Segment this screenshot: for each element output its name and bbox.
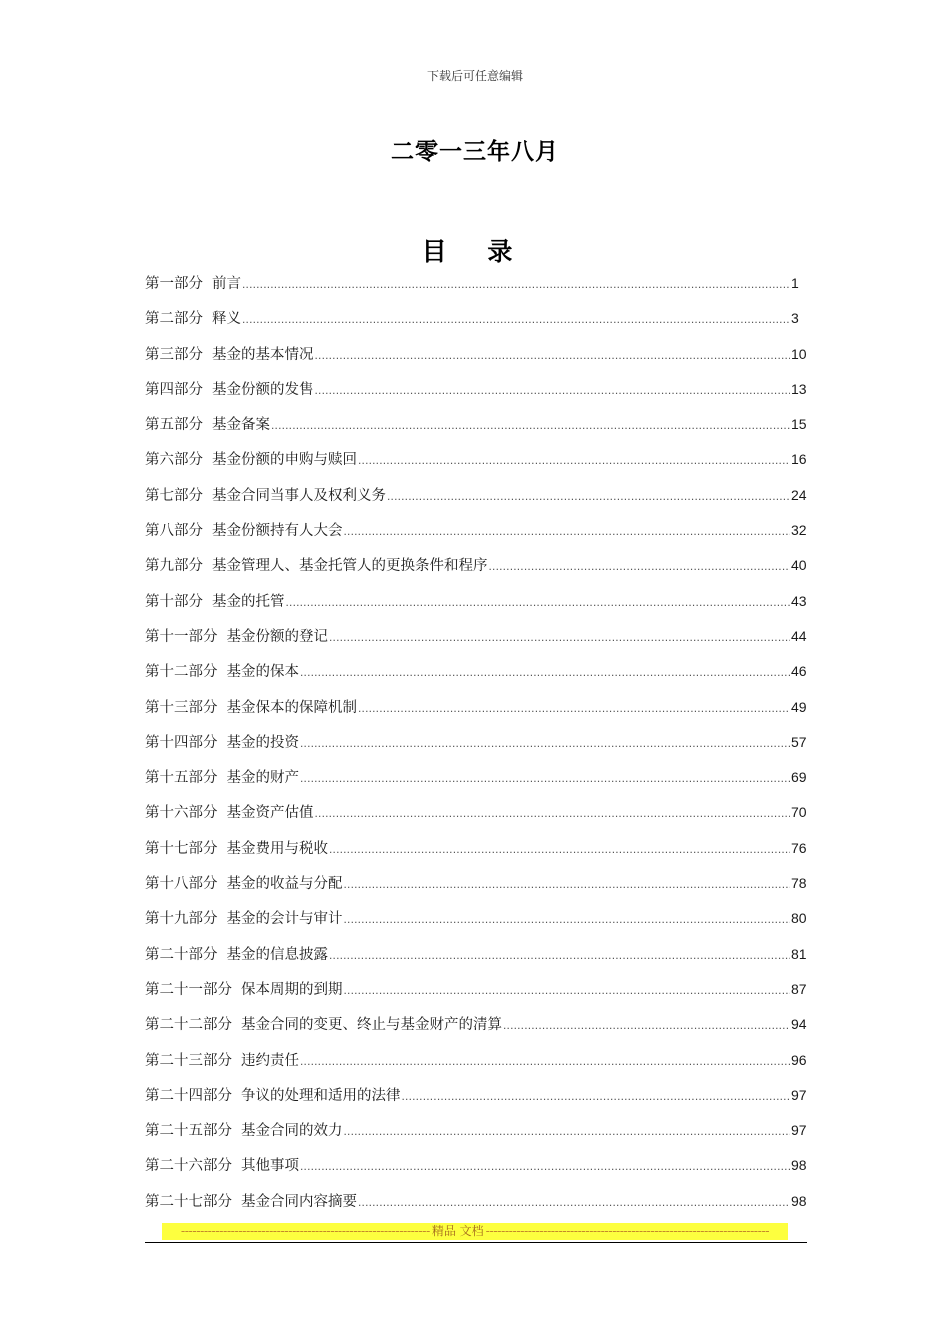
toc-entry-part: 第一部分 bbox=[145, 276, 203, 292]
toc-entry-part: 第二十三部分 bbox=[145, 1052, 232, 1069]
toc-entry[interactable] bbox=[145, 478, 807, 513]
toc-entry-page-number: 32 bbox=[791, 522, 807, 539]
footer-label: 精品 文档 bbox=[431, 1224, 484, 1238]
toc-entry-title: 基金的信息披露 bbox=[226, 946, 328, 963]
toc-dot-leader bbox=[344, 1114, 791, 1149]
toc-entry[interactable] bbox=[145, 513, 807, 548]
toc-entry-page-number: 24 bbox=[791, 486, 807, 503]
toc-entry-part: 第十九部分 bbox=[145, 911, 218, 928]
toc-dot-leader bbox=[271, 408, 790, 443]
toc-entry-title: 前言 bbox=[212, 276, 241, 292]
toc-dot-leader bbox=[344, 867, 791, 902]
toc-entry-part: 第十七部分 bbox=[145, 840, 218, 857]
toc-entry-title: 基金备案 bbox=[212, 417, 270, 434]
toc-entry-title: 其他事项 bbox=[241, 1158, 299, 1175]
table-of-contents bbox=[145, 266, 807, 1219]
toc-entry[interactable] bbox=[145, 654, 807, 689]
toc-entry-page-number: 3 bbox=[791, 310, 799, 327]
toc-entry[interactable] bbox=[145, 1148, 807, 1183]
toc-entry-page-number: 44 bbox=[791, 627, 807, 644]
toc-entry-page-number: 80 bbox=[791, 910, 807, 927]
toc-entry-part: 第二十六部分 bbox=[145, 1158, 232, 1175]
toc-entry[interactable] bbox=[145, 1113, 807, 1148]
toc-entry[interactable] bbox=[145, 901, 807, 936]
toc-entry-part: 第十部分 bbox=[145, 593, 203, 610]
toc-entry-part: 第十一部分 bbox=[145, 628, 218, 645]
toc-dot-leader bbox=[300, 726, 790, 761]
toc-entry-title: 基金份额的发售 bbox=[212, 381, 314, 398]
toc-entry-page-number: 40 bbox=[791, 557, 807, 574]
toc-entry[interactable] bbox=[145, 972, 807, 1007]
toc-entry-title: 基金资产估值 bbox=[226, 805, 314, 822]
toc-entry-title: 基金合同的变更、终止与基金财产的清算 bbox=[241, 1017, 502, 1034]
toc-entry-title: 基金的保本 bbox=[226, 664, 299, 681]
toc-entry-part: 第九部分 bbox=[145, 558, 203, 575]
toc-dot-leader bbox=[300, 1149, 790, 1184]
toc-dot-leader bbox=[358, 1185, 790, 1220]
toc-entry[interactable] bbox=[145, 795, 807, 830]
toc-dot-leader bbox=[358, 691, 790, 726]
toc-entry-part: 第四部分 bbox=[145, 381, 203, 398]
toc-entry-page-number: 87 bbox=[791, 980, 807, 997]
toc-entry-page-number: 43 bbox=[791, 592, 807, 609]
toc-entry-part: 第五部分 bbox=[145, 417, 203, 434]
header-note: 下载后可任意编辑 bbox=[426, 69, 523, 83]
toc-entry[interactable] bbox=[145, 725, 807, 760]
toc-entry-part: 第十八部分 bbox=[145, 876, 218, 893]
toc-dot-leader bbox=[300, 761, 790, 796]
toc-entry-page-number: 49 bbox=[791, 698, 807, 715]
toc-entry-title: 基金份额的申购与赎回 bbox=[212, 452, 357, 469]
toc-entry-part: 第二十五部分 bbox=[145, 1123, 232, 1140]
toc-entry[interactable] bbox=[145, 584, 807, 619]
toc-dot-leader bbox=[286, 585, 791, 620]
toc-entry[interactable] bbox=[145, 1078, 807, 1113]
toc-entry-part: 第二部分 bbox=[145, 311, 203, 328]
toc-entry-title: 基金保本的保障机制 bbox=[226, 699, 357, 716]
toc-entry-page-number: 46 bbox=[791, 663, 807, 680]
toc-dot-leader bbox=[489, 549, 791, 584]
toc-entry-title: 基金的会计与审计 bbox=[226, 911, 343, 928]
toc-entry[interactable] bbox=[145, 619, 807, 654]
toc-entry-part: 第二十二部分 bbox=[145, 1017, 232, 1034]
toc-entry-title: 违约责任 bbox=[241, 1052, 299, 1069]
toc-entry-page-number: 98 bbox=[791, 1157, 807, 1174]
toc-dot-leader bbox=[242, 302, 790, 337]
toc-entry-part: 第十四部分 bbox=[145, 734, 218, 751]
toc-dot-leader bbox=[315, 373, 791, 408]
toc-entry-page-number: 70 bbox=[791, 804, 807, 821]
toc-entry-title: 基金的投资 bbox=[226, 734, 299, 751]
toc-entry[interactable] bbox=[145, 831, 807, 866]
toc-entry-page-number: 94 bbox=[791, 1016, 807, 1033]
toc-entry-part: 第十三部分 bbox=[145, 699, 218, 716]
toc-entry-page-number: 98 bbox=[791, 1192, 807, 1209]
toc-entry-page-number: 13 bbox=[791, 380, 807, 397]
toc-entry[interactable] bbox=[145, 372, 807, 407]
toc-entry-title: 争议的处理和适用的法律 bbox=[241, 1087, 401, 1104]
toc-entry[interactable] bbox=[145, 866, 807, 901]
toc-entry-part: 第二十七部分 bbox=[145, 1193, 232, 1210]
toc-entry-page-number: 81 bbox=[791, 945, 807, 962]
toc-entry-part: 第七部分 bbox=[145, 487, 203, 504]
toc-dot-leader bbox=[300, 1044, 790, 1079]
toc-dot-leader bbox=[402, 1079, 791, 1114]
toc-entry[interactable] bbox=[145, 937, 807, 972]
toc-entry[interactable] bbox=[145, 760, 807, 795]
document-date-title: 二零一三年八月 bbox=[391, 139, 559, 165]
footer-right-dashes: -------------------------------------------------------------------------- bbox=[485, 1224, 770, 1238]
toc-entry-title: 基金合同当事人及权利义务 bbox=[212, 487, 386, 504]
toc-entry-title: 基金费用与税收 bbox=[226, 840, 328, 857]
toc-dot-leader bbox=[329, 832, 790, 867]
footer-banner bbox=[162, 1223, 788, 1240]
toc-entry-part: 第十六部分 bbox=[145, 805, 218, 822]
toc-dot-leader bbox=[315, 338, 791, 373]
toc-entry-part: 第八部分 bbox=[145, 523, 203, 540]
toc-entry-title: 释义 bbox=[212, 311, 241, 328]
footer-left-dashes: ----------------------------------------------------------------- bbox=[180, 1224, 430, 1238]
toc-entry-title: 基金的收益与分配 bbox=[226, 876, 343, 893]
toc-dot-leader bbox=[503, 1008, 790, 1043]
toc-entry-title: 基金的基本情况 bbox=[212, 346, 314, 363]
toc-entry-part: 第十二部分 bbox=[145, 664, 218, 681]
toc-entry-part: 第六部分 bbox=[145, 452, 203, 469]
toc-dot-leader bbox=[300, 655, 790, 690]
toc-entry-part: 第二十一部分 bbox=[145, 981, 232, 998]
toc-entry-title: 基金的托管 bbox=[212, 593, 285, 610]
toc-entry-page-number: 16 bbox=[791, 451, 807, 468]
toc-entry-part: 第十五部分 bbox=[145, 770, 218, 787]
toc-entry-page-number: 15 bbox=[791, 416, 807, 433]
toc-entry-page-number: 96 bbox=[791, 1051, 807, 1068]
toc-dot-leader bbox=[329, 938, 790, 973]
toc-entry-page-number: 78 bbox=[791, 875, 807, 892]
toc-entry-page-number: 57 bbox=[791, 733, 807, 750]
footer-rule bbox=[145, 1242, 807, 1243]
toc-entry[interactable] bbox=[145, 301, 807, 336]
toc-entry-page-number: 10 bbox=[791, 345, 807, 362]
toc-entry-page-number: 97 bbox=[791, 1086, 807, 1103]
toc-entry[interactable] bbox=[145, 407, 807, 442]
toc-dot-leader bbox=[315, 796, 791, 831]
toc-dot-leader bbox=[329, 620, 790, 655]
toc-dot-leader bbox=[242, 267, 790, 302]
toc-dot-leader bbox=[387, 479, 790, 514]
toc-entry-part: 第二十四部分 bbox=[145, 1087, 232, 1104]
toc-entry-title: 基金的财产 bbox=[226, 770, 299, 787]
toc-dot-leader bbox=[344, 902, 791, 937]
toc-entry[interactable] bbox=[145, 690, 807, 725]
toc-entry-page-number: 69 bbox=[791, 769, 807, 786]
toc-entry-title: 基金份额的登记 bbox=[226, 628, 328, 645]
toc-entry[interactable] bbox=[145, 266, 807, 301]
toc-entry[interactable] bbox=[145, 1184, 807, 1219]
toc-entry-title: 基金份额持有人大会 bbox=[212, 523, 343, 540]
toc-entry[interactable] bbox=[145, 337, 807, 372]
toc-entry[interactable] bbox=[145, 1007, 807, 1042]
toc-entry-title: 基金合同内容摘要 bbox=[241, 1193, 357, 1210]
toc-entry-title: 基金合同的效力 bbox=[241, 1123, 343, 1140]
toc-entry-part: 第三部分 bbox=[145, 346, 203, 363]
toc-entry-part: 第二十部分 bbox=[145, 946, 218, 963]
toc-entry-title: 基金管理人、基金托管人的更换条件和程序 bbox=[212, 558, 488, 575]
toc-dot-leader bbox=[344, 973, 791, 1008]
toc-entry-page-number: 76 bbox=[791, 839, 807, 856]
toc-entry[interactable] bbox=[145, 1043, 807, 1078]
toc-entry-page-number: 97 bbox=[791, 1122, 807, 1139]
toc-dot-leader bbox=[344, 514, 791, 549]
toc-entry-page-number: 1 bbox=[791, 275, 799, 291]
toc-entry-title: 保本周期的到期 bbox=[241, 981, 343, 998]
toc-dot-leader bbox=[358, 443, 790, 478]
toc-entry[interactable] bbox=[145, 548, 807, 583]
toc-entry[interactable] bbox=[145, 442, 807, 477]
toc-heading: 目 录 bbox=[421, 237, 529, 266]
